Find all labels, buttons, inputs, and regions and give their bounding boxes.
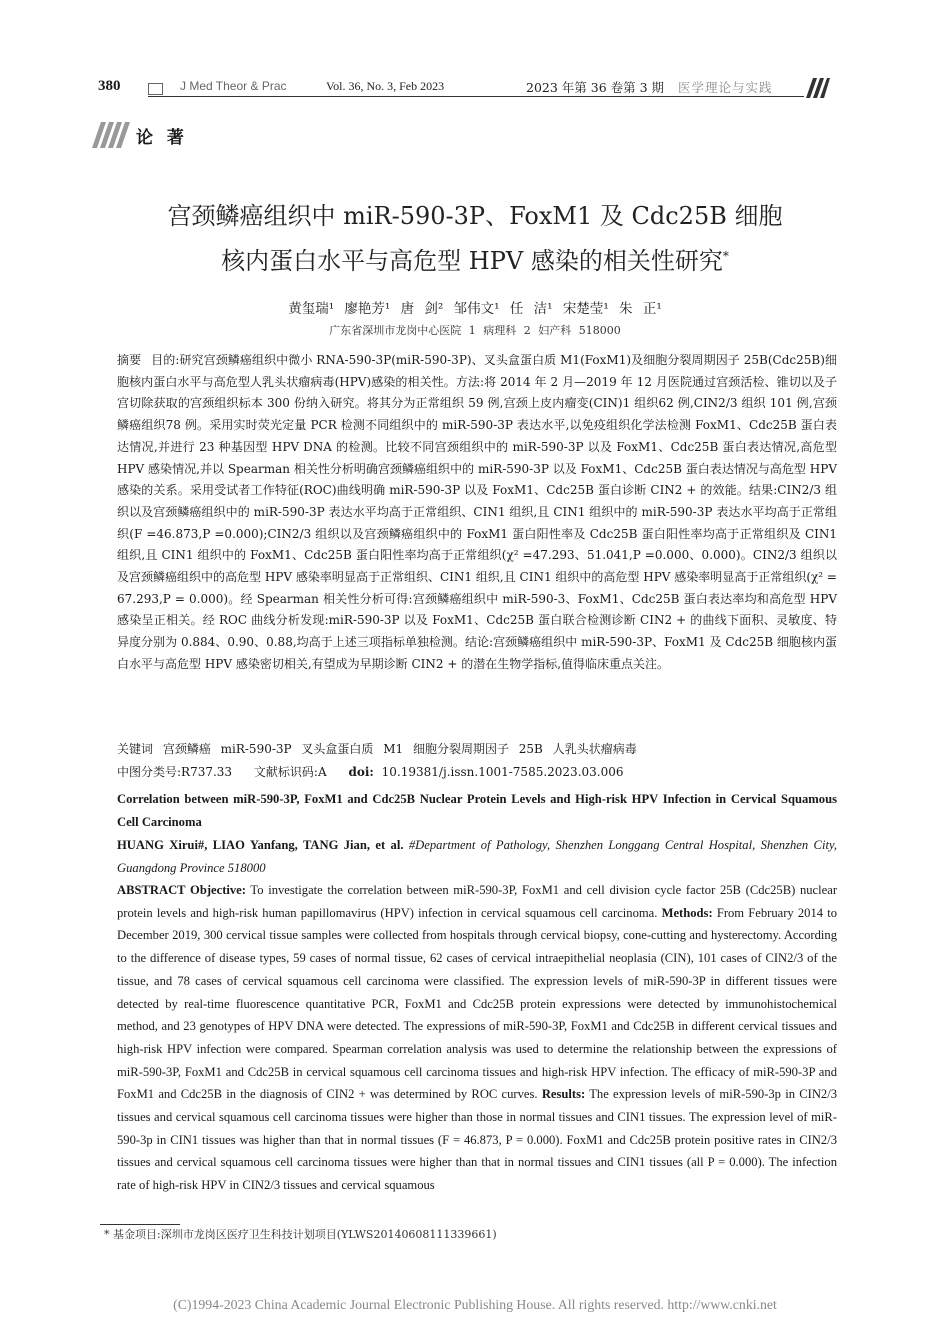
abstract-cn-label: 摘要 [117,353,142,367]
journal-name-cn: 医学理论与实践 [678,80,773,95]
abstract-methods-label: Methods: [661,905,713,920]
english-authors-affiliation [117,834,837,879]
journal-volume-en: Vol. 36, No. 3, Feb 2023 [326,79,445,93]
doi-value: 10.19381/j.issn.1001-7585.2023.03.006 [381,765,624,779]
english-affiliation: #Department of Pathology, Shenzhen Longgang Central Hospital, Shenzhen City, Guangdong Province 518000 [117,838,838,875]
journal-slash-logo-icon [804,78,830,98]
copyright-line: (C)1994-2023 China Academic Journal Electronic Publishing House. All rights reserved. http://www.cnki.net [173,1297,777,1312]
abstract-cn [117,350,837,676]
article-title [60,196,890,281]
abstract-results-label: Results: [541,1087,586,1102]
title-line-2-text: 核内蛋白水平与高危型 HPV 感染的相关性研究 [221,247,723,275]
header-box-icon [148,83,163,95]
abstract-objective: To investigate the correlation between miR-590-3P, FoxM1 and cell division cycle factor 25B (Cdc25B) nuclear protein levels and high-risk human papillomavirus (HPV) infection in cervical squamous cell carcinoma. [117,883,838,920]
section-tag [92,122,202,148]
document-code: 文献标识码:A [253,765,327,779]
english-title: Correlation between miR-590-3P, FoxM1 and Cdc25B Nuclear Protein Levels and High-risk HPV Infection in Cervical Squamous Cell Carcinoma [117,792,837,829]
classification-line [117,762,837,784]
title-line-1: 宫颈鳞癌组织中 miR-590-3P、FoxM1 及 Cdc25B 细胞 [167,202,783,230]
doi-label: doi: [348,765,374,779]
title-line-2 [60,236,890,281]
footnote-rule [100,1224,180,1225]
keywords: 关键词 宫颈鳞癌 miR-590-3P 叉头盒蛋白质 M1 细胞分裂周期因子 25B 人乳头状瘤病毒 [117,742,637,756]
section-label: 论 著 [136,128,188,148]
header-rule [148,96,804,97]
english-authors: HUANG Xirui#, LIAO Yanfang, TANG Jian, et al. [117,838,404,852]
english-abstract [117,879,837,1197]
author-affiliation: 广东省深圳市龙岗中心医院 1 病理科 2 妇产科 518000 [329,324,621,337]
title-footnote-mark: * [722,249,729,263]
running-header [98,78,828,100]
journal-name-en: J Med Theor & Prac [180,79,287,93]
abstract-objective-label: ABSTRACT Objective: [117,883,246,897]
journal-volume-cn: 2023 年第 36 卷第 3 期 [526,80,665,95]
page-number: 380 [98,78,121,94]
abstract-methods: From February 2014 to December 2019, 300 cervical tissue samples were collected from hospitals through cervical biopsy, cone-cutting and hysterectomy. According to the difference of disease types, 59 cases of normal tissue, 62 cases of cervical intraepithelial neoplasia (CIN), 101 cases of CIN2/3 of the tissue, and 78 cases of cervical squamous cell carcinoma were classified. The expression levels of miR-590-3P in different tissues were detected by real-time fluorescence quantitative PCR, FoxM1 and Cdc25B protein expressions were detected by immunohistochemical method, and 23 genotypes of HPV DNA were detected. The expressions of miR-590-3P, FoxM1 and Cdc25B in different cervical tissues and high-risk HPV infection were compared. Spearman correlation analysis was used to determine the relationship between the expressions of miR-590-3P, FoxM1 and Cdc25B in cervical squamous cell carcinoma tissues and high-risk HPV infection. The efficacy of miR-590-3P and FoxM1 and Cdc25B in the diagnosis of CIN2 + was determined by ROC curves. [117,905,837,1102]
section-stripes-icon [92,122,132,148]
clc-number: 中图分类号:R737.33 [117,765,233,779]
abstract-cn-text: 目的:研究宫颈鳞癌组织中微小 RNA-590-3P(miR-590-3P)、叉头盒蛋白质 M1(FoxM1)及细胞分裂周期因子 25B(Cdc25B)细胞核内蛋白水平与高危型人乳头状瘤病毒(HPV)感染的相关性。方法:将 2014 年 2 月—2019 年 12 月医院通过宫颈活检、锥切以及子宫切除获取的宫颈组织标本 300 份纳入研究。将其分为正常组织 59 例,宫颈上皮内瘤变(CIN)1 组织62 例,CIN2/3 组织 101 例,宫颈鳞癌组织78 例。采用实时荧光定量 PCR 检测不同组织中的 miR-590-3P 表达水平,以免疫组织化学法检测 FoxM1、Cdc25B 蛋白表达情况,并进行 23 种基因型 HPV DNA 的检测。比较不同宫颈组织中的 miR-590-3P 以及 FoxM1、Cdc25B 蛋白表达情况,高危型 HPV 感染情况,并以 Spearman 相关性分析明确宫颈鳞癌组织中的 miR-590-3P 以及 FoxM1、Cdc25B 蛋白表达情况与高危型 HPV 感染的关系。采用受试者工作特征(ROC)曲线明确 miR-590-3P 以及 FoxM1、Cdc25B 蛋白诊断 CIN2 + 的效能。结果:CIN2/3 组织以及宫颈鳞癌组织中的 miR-590-3P 表达水平均高于正常组织、CIN1 组织,且 CIN1 组织中的 miR-590-3P 表达水平均高于正常组织(F =46.873,P =0.000);CIN2/3 组织以及宫颈鳞癌组织中的 FoxM1 蛋白阳性率及 Cdc25B 蛋白阳性率均高于正常组织及 CIN1 组织,且 CIN1 组织中的 FoxM1、Cdc25B 蛋白阳性率均高于正常组织(χ² =47.293、51.041,P =0.000、0.000)。CIN2/3 组织以及宫颈鳞癌组织中的高危型 HPV 感染率明显高于正常组织、CIN1 组织,且 CIN1 组织中的高危型 HPV 感染率明显高于正常组织(χ² = 67.293,P = 0.000)。经 Spearman 相关性分析可得:宫颈鳞癌组织中 miR-590-3、FoxM1、Cdc25B 蛋白表达率均和高危型 HPV 感染呈正相关。经 ROC 曲线分析发现:miR-590-3P 以及 FoxM1、Cdc25B 蛋白联合检测诊断 CIN2 + 的曲线下面积、灵敏度、特异度分别为 0.884、0.90、0.88,均高于上述三项指标单独检测。结论:宫颈鳞癌组织中 miR-590-3P、FoxM1 及 Cdc25B 细胞核内蛋白水平与高危型 HPV 感染密切相关,有望成为早期诊断 CIN2 + 的潜在生物学指标,值得临床重点关注。 [117,353,837,671]
author-list: 黄玺瑞¹ 廖艳芳¹ 唐 剑² 邹伟文¹ 任 洁¹ 宋楚莹¹ 朱 正¹ [288,301,662,317]
funding-footnote: * 基金项目:深圳市龙岗区医疗卫生科技计划项目(YLWS20140608111339661) [104,1228,497,1241]
abstract-results: The expression levels of miR-590-3p in CIN2/3 tissues and cervical squamous cell carcinoma tissues were higher than those in normal tissues and CIN1 tissues. The expression level of miR-590-3p in CIN1 tissues was higher than that in normal tissues (F = 46.873, P = 0.000). FoxM1 and Cdc25B protein positive rates in CIN2/3 tissues and cervical squamous cell carcinoma tissues were higher than that in normal tissues and CIN1 tissues (all P = 0.000). The infection rate of high-risk HPV in CIN2/3 tissues and cervical squamous [117,1087,838,1193]
